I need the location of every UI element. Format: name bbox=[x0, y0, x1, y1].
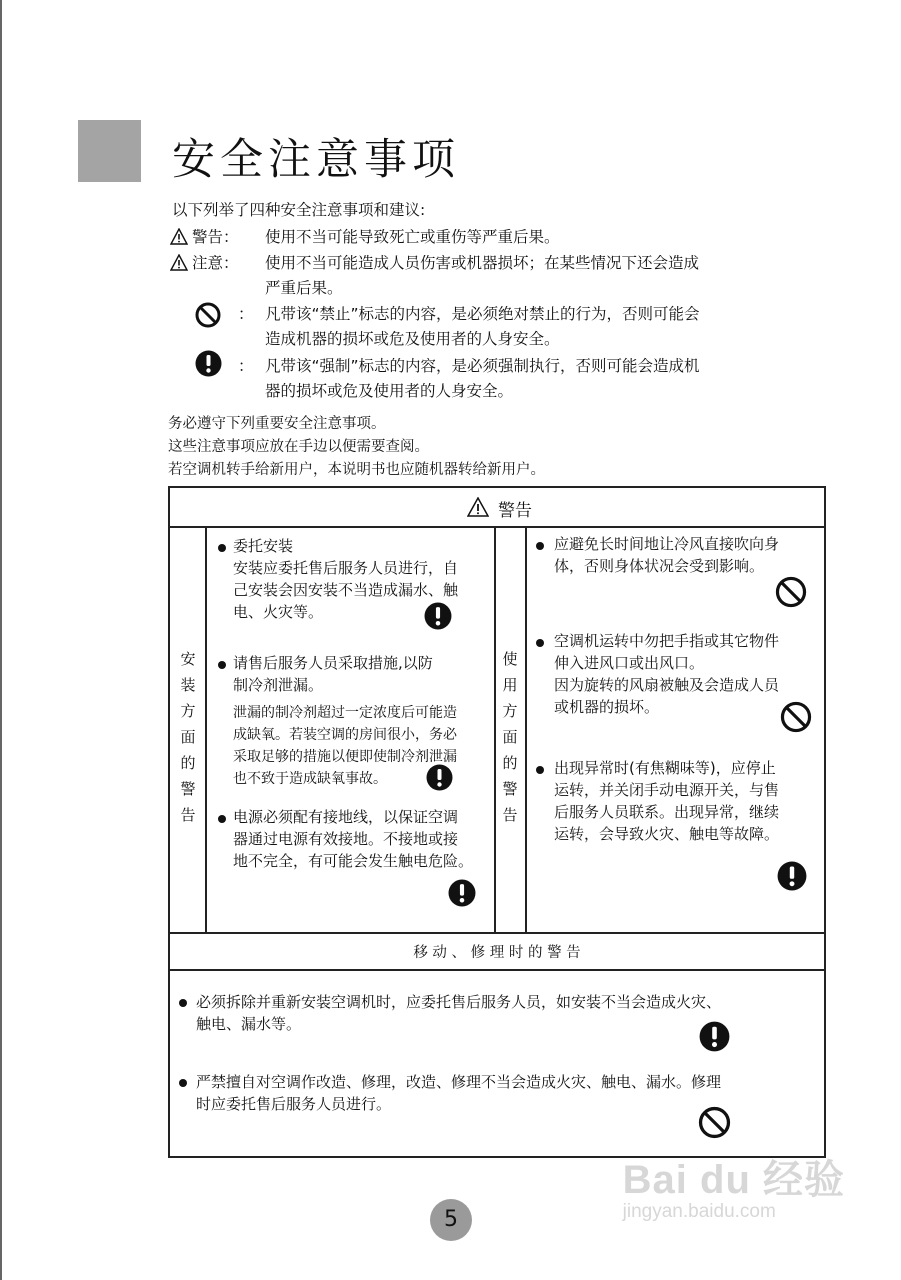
page-edge-line bbox=[0, 0, 2, 1280]
install-item-3: 电源必须配有接地线，以保证空调 器通过电源有效接地。不接地或接 地不完全，有可能会发生触电危险。 bbox=[233, 808, 474, 870]
move-item-2: 严禁擅自对空调作改造、修理，改造、修理不当会造成火灾、触电、漏水。修理 时应委托售后服务人员进行。 bbox=[196, 1073, 722, 1113]
table-header-title: 警告 bbox=[498, 501, 532, 521]
caution-text-line2: 严重后果。 bbox=[265, 279, 343, 297]
install-item-2-detail: 泄漏的制冷剂超过一定浓度后可能造 成缺氧。若装空调的房间很小，务必 采取足够的措施以便即使制冷剂泄漏 也不致于造成缺氧事故。 bbox=[233, 705, 457, 787]
bullet bbox=[536, 766, 544, 774]
mandatory-exclamation-icon bbox=[699, 1021, 730, 1056]
bullet bbox=[536, 639, 544, 647]
mandatory-exclamation-icon bbox=[448, 879, 476, 911]
note-1: 务必遵守下列重要安全注意事项。 bbox=[168, 416, 386, 432]
prohibit-icon bbox=[780, 701, 812, 737]
prohibit-icon bbox=[775, 576, 807, 612]
use-item-1: 应避免长时间地让冷风直接吹向身 体，否则身体状况会受到影响。 bbox=[554, 535, 780, 575]
caution-label: 注意： bbox=[192, 254, 239, 272]
bullet bbox=[218, 544, 226, 552]
warning-text: 使用不当可能导致死亡或重伤等严重后果。 bbox=[265, 228, 560, 246]
note-3: 若空调机转手给新用户，本说明书也应随机器转给新用户。 bbox=[168, 462, 545, 478]
install-item-1: 委托安装 安装应委托售后服务人员进行，自 己安装会因安装不当造成漏水、触 电、火灾等。 bbox=[233, 537, 459, 621]
prohibit-icon bbox=[195, 302, 221, 328]
use-item-2: 空调机运转中勿把手指或其它物件 伸入进风口或出风口。 因为旋转的风扇被触及会造成人员 或机器的损坏。 bbox=[554, 632, 780, 716]
mandatory-colon: ： bbox=[238, 357, 254, 375]
mandatory-text-line2: 器的损坏或危及使用者的人身安全。 bbox=[265, 382, 514, 400]
bullet bbox=[536, 542, 544, 550]
mandatory-text-line1: 凡带该“强制”标志的内容，是必须强制执行，否则可能会造成机 bbox=[265, 357, 700, 375]
section-marker bbox=[78, 120, 141, 182]
page-number: 5 bbox=[430, 1199, 472, 1241]
move-item-1: 必须拆除并重新安装空调机时，应委托售后服务人员，如安装不当会造成火灾、 触电、漏水等。 bbox=[196, 993, 722, 1033]
bullet bbox=[218, 815, 226, 823]
bullet bbox=[179, 1079, 187, 1087]
prohibit-text-line1: 凡带该“禁止”标志的内容，是必须绝对禁止的行为，否则可能会 bbox=[265, 305, 700, 323]
warning-label: 警告： bbox=[192, 228, 239, 246]
move-repair-header: 移 动 、 修 理 时 的 警 告 bbox=[413, 945, 581, 961]
prohibit-colon: ： bbox=[238, 305, 254, 323]
mandatory-exclamation-icon bbox=[777, 861, 807, 895]
bullet bbox=[218, 661, 226, 669]
table-warning-icon bbox=[467, 497, 489, 521]
prohibit-icon bbox=[698, 1106, 731, 1143]
intro-text: 以下列举了四种安全注意事项和建议: bbox=[172, 201, 426, 219]
prohibit-text-line2: 造成机器的损坏或危及使用者的人身安全。 bbox=[265, 330, 560, 348]
note-2: 这些注意事项应放在手边以便需要查阅。 bbox=[168, 439, 429, 455]
caution-text-line1: 使用不当可能造成人员伤害或机器损坏；在某些情况下还会造成 bbox=[265, 254, 700, 272]
bullet bbox=[179, 999, 187, 1007]
use-side-label: 使 用 方 面 的 警 告 bbox=[502, 650, 518, 824]
page-title: 安全注意事项 bbox=[172, 135, 460, 185]
baidu-watermark: Bai du 经验 jingyan.baidu.com bbox=[622, 1158, 845, 1222]
warning-triangle-icon bbox=[170, 228, 188, 245]
mandatory-exclamation-icon bbox=[424, 602, 452, 634]
mandatory-exclamation-icon bbox=[195, 350, 222, 377]
install-side-label: 安 装 方 面 的 警 告 bbox=[180, 650, 196, 824]
warning-table bbox=[168, 486, 826, 1158]
mandatory-exclamation-icon bbox=[426, 764, 453, 795]
use-item-3: 出现异常时(有焦糊味等)，应停止 运转，并关闭手动电源开关，与售 后服务人员联系。出现异常，继续 运转，会导致火灾、触电等故障。 bbox=[554, 759, 780, 843]
install-item-2: 请售后服务人员采取措施,以防 制冷剂泄漏。 bbox=[233, 654, 433, 694]
caution-triangle-icon bbox=[170, 254, 188, 271]
